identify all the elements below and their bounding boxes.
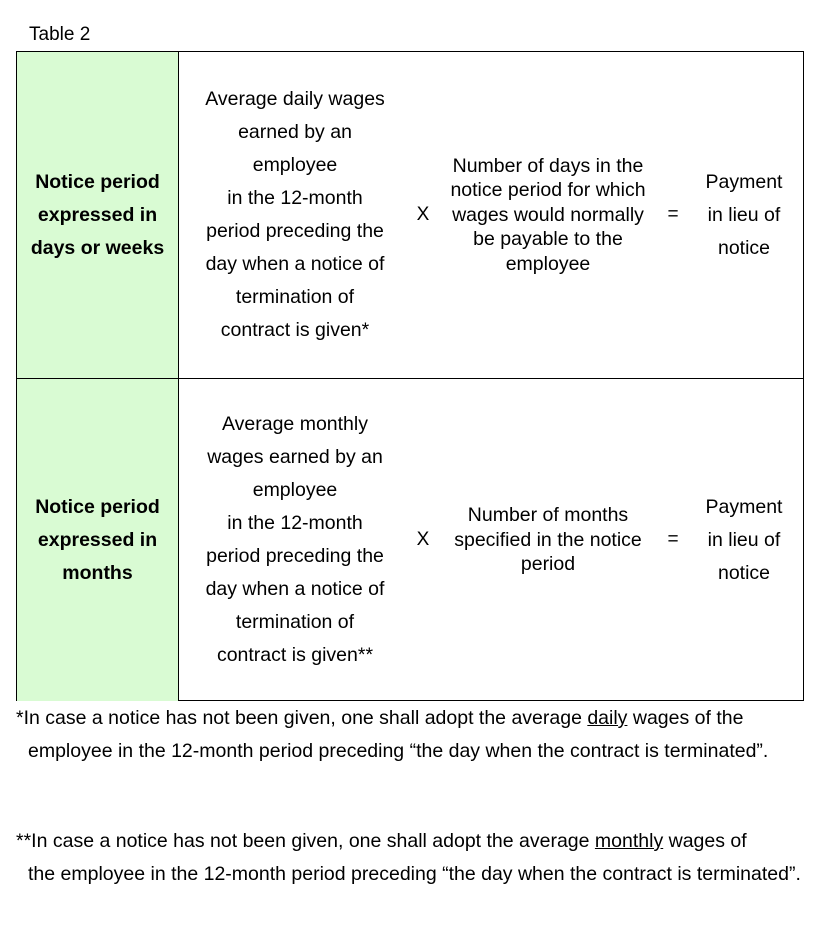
- footnote-lead: **In case a notice has not been given, one shall adopt the average: [16, 830, 595, 852]
- payment-result-cell: Payment in lieu of notice: [705, 495, 783, 584]
- average-wages-cell: Average daily wages earned by an employee in the 12-month period preceding the day when a notice of termination of contract is given*: [205, 88, 385, 341]
- table-caption: Table 2: [29, 24, 91, 45]
- equals-operator: =: [667, 204, 679, 225]
- row-heading: Notice period expressed in months: [17, 379, 179, 701]
- average-wages-cell: Average monthly wages earned by an employee in the 12-month period preceding the day when a notice of termination of contract is given**: [205, 413, 385, 666]
- payment-formula-table: [16, 51, 804, 701]
- footnote-continuation: employee in the 12-month period preceding “the day when the contract is terminated”.: [28, 740, 769, 762]
- footnote-lead: *In case a notice has not been given, one shall adopt the average: [16, 707, 588, 729]
- notice-period-count-cell: Number of days in the notice period for which wages would normally be payable to the employee: [450, 154, 646, 275]
- multiply-operator: X: [416, 204, 430, 225]
- notice-period-count-cell: Number of months specified in the notice period: [454, 504, 642, 576]
- footnote-rest: wages of: [663, 830, 747, 852]
- table-row-days-or-weeks: [17, 52, 803, 379]
- footnote-monthly: [16, 825, 804, 891]
- multiply-operator: X: [416, 529, 430, 550]
- equals-operator: =: [667, 529, 679, 550]
- footnote-rest: wages of the: [627, 707, 744, 729]
- row-heading: Notice period expressed in days or weeks: [17, 52, 179, 378]
- payment-result-cell: Payment in lieu of notice: [705, 170, 783, 259]
- footnote-emphasis: daily: [587, 707, 628, 729]
- footnote-daily: [16, 702, 804, 768]
- footnote-continuation: the employee in the 12-month period preceding “the day when the contract is terminated”.: [28, 863, 801, 885]
- footnote-emphasis: monthly: [594, 830, 664, 852]
- table-row-months: [17, 379, 803, 701]
